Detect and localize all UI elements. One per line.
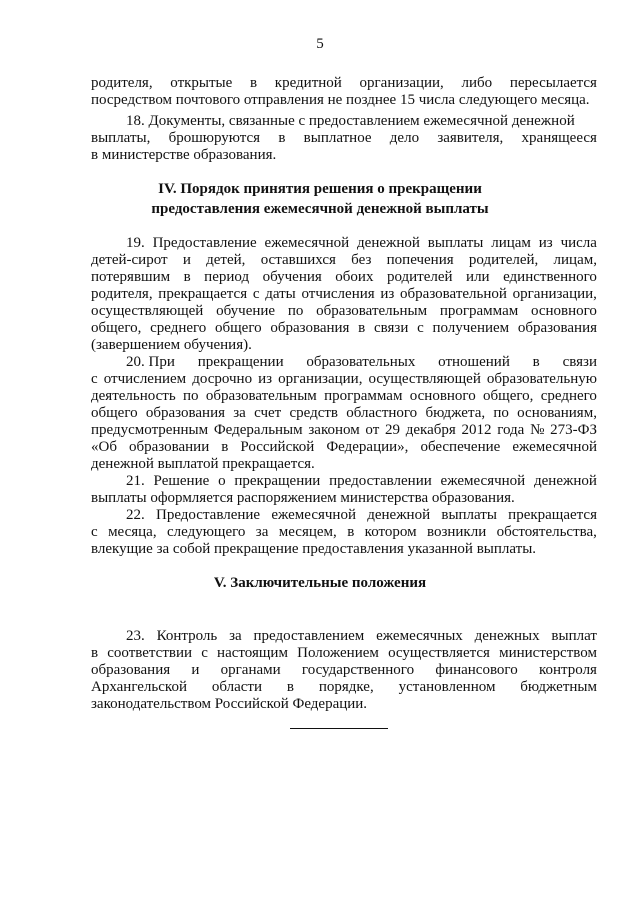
word: и [182, 252, 191, 268]
word: за [233, 405, 246, 421]
section-heading: предоставления ежемесячной денежной выплаты [151, 201, 489, 217]
word: месяцем, [278, 524, 337, 540]
word: выплат [551, 628, 597, 644]
word: отчисления [301, 286, 375, 302]
word: предоставлением [253, 628, 365, 644]
word: денежной [367, 507, 431, 523]
word: Российской [240, 439, 315, 455]
word: числа [560, 235, 597, 251]
word: денежных [474, 628, 540, 644]
word: оставшихся [260, 252, 336, 268]
word: лицам, [553, 252, 597, 268]
word: основного [409, 388, 476, 404]
word: детей, [206, 252, 246, 268]
word: 22. [126, 507, 145, 523]
word: соответствии [107, 645, 193, 661]
word: выплаты [427, 235, 484, 251]
word: прекращении [234, 473, 321, 489]
word: с [91, 371, 98, 387]
word: деятельность [91, 388, 176, 404]
word: Федеральным [213, 422, 303, 438]
word: государственного [301, 662, 415, 678]
word: осуществляющей [368, 371, 481, 387]
word: ежемесячной [264, 235, 350, 251]
word: ежемесячной [271, 507, 356, 523]
word: в [278, 130, 286, 146]
paragraph-line: законодательством Российской Федерации. [91, 696, 368, 712]
word: отношений [438, 354, 510, 370]
word: образования [145, 405, 225, 421]
word: обучения [262, 269, 322, 285]
word: с [201, 645, 208, 661]
word: образования [517, 320, 597, 336]
word: денежной [534, 473, 597, 489]
word: родителя, [91, 286, 153, 302]
word: лицам [491, 235, 531, 251]
word: период [204, 269, 250, 285]
word: из [538, 235, 553, 251]
word: Предоставление [155, 507, 261, 523]
word: с [252, 286, 260, 302]
word: 20. При [126, 354, 175, 370]
word: образования [270, 320, 350, 336]
word: «Об [91, 439, 117, 455]
paragraph-line: 18. Документы, связанные с предоставлением ежемесячной денежной [126, 113, 575, 129]
word: программам [439, 303, 519, 319]
word: установленном [398, 679, 496, 695]
word: 23. [126, 628, 145, 644]
word: даты [265, 286, 296, 302]
word: получением [432, 320, 510, 336]
word: в [347, 524, 355, 540]
word: по [183, 388, 199, 404]
word: года [497, 422, 525, 438]
word: 21. [126, 473, 145, 489]
word: Положением [297, 645, 379, 661]
word: брошюруются [168, 130, 261, 146]
word: декабря [405, 422, 456, 438]
word: обеспечение [420, 439, 501, 455]
word: за [255, 524, 269, 540]
section-heading: IV. Порядок принятия решения о прекращении [158, 181, 482, 197]
word: прекращается [158, 286, 248, 302]
word: общего [215, 320, 262, 336]
word: дело [389, 130, 420, 146]
word: ежемесячных [376, 628, 463, 644]
word: средств [289, 405, 339, 421]
word: настоящим [217, 645, 288, 661]
word: органами [220, 662, 281, 678]
word: по [493, 405, 509, 421]
word: организации, [278, 371, 363, 387]
word: осуществляющей [91, 303, 204, 319]
word: из [258, 371, 273, 387]
word: в [221, 439, 229, 455]
word: образовательным [316, 303, 428, 319]
word: за [229, 628, 242, 644]
word: в [358, 320, 366, 336]
word: 19. [126, 235, 145, 251]
word: из [380, 286, 395, 302]
word: выплаты, [91, 130, 151, 146]
word: или [466, 269, 490, 285]
word: отчислением [103, 371, 187, 387]
word: законом [308, 422, 360, 438]
word: выплатное [303, 130, 372, 146]
word: связи [562, 354, 597, 370]
word: образовании [128, 439, 210, 455]
word: 29 [385, 422, 400, 438]
paragraph-line: выплаты оформляется распоряжением министерства образования. [91, 490, 515, 506]
word: общего, [91, 320, 142, 336]
word: 273-ФЗ [550, 422, 597, 438]
word: по [287, 303, 304, 319]
word: Предоставление [152, 235, 257, 251]
word: обстоятельства, [496, 524, 597, 540]
word: областного [346, 405, 418, 421]
word: возникли [426, 524, 487, 540]
word: обучение [216, 303, 276, 319]
word: родителей, [468, 252, 539, 268]
paragraph-line: (завершением обучения). [91, 337, 252, 353]
word: ежемесячной [512, 439, 597, 455]
word: предусмотренным [91, 422, 209, 438]
word: 2012 [461, 422, 492, 438]
word: области [211, 679, 262, 695]
word: финансового [435, 662, 518, 678]
word: обоих [335, 269, 374, 285]
word: основного [530, 303, 597, 319]
word: и [191, 662, 200, 678]
word: порядке, [318, 679, 374, 695]
paragraph-line: в министерстве образования. [91, 147, 277, 163]
word: Федерации», [326, 439, 409, 455]
paragraph-line: влекущие за собой прекращение предоставления указанной выплаты. [91, 541, 537, 557]
word: без [351, 252, 372, 268]
word: бюджета, [425, 405, 486, 421]
word: Архангельской [91, 679, 187, 695]
word: ежемесячной [440, 473, 526, 489]
word: организации, [359, 75, 444, 91]
word: кредитной [274, 75, 342, 91]
paragraph-line: посредством почтового отправления не позднее 15 числа следующего месяца. [91, 92, 590, 108]
word: в [91, 645, 99, 661]
word: образовательной [400, 286, 507, 302]
word: заявителя, [437, 130, 504, 146]
word: контроля [538, 662, 597, 678]
word: родителей [386, 269, 453, 285]
word: единственного [503, 269, 597, 285]
word: с [417, 320, 424, 336]
word: организации, [512, 286, 597, 302]
word: в [532, 354, 540, 370]
word: № [530, 422, 545, 438]
word: выплаты [441, 507, 497, 523]
word: прекращается [508, 507, 597, 523]
word: следующего [166, 524, 246, 540]
word: среднего [150, 320, 207, 336]
word: министерством [499, 645, 597, 661]
paragraph-line: денежной выплатой прекращается. [91, 456, 315, 472]
word: общего [91, 405, 138, 421]
word: денежной [357, 235, 420, 251]
word: попечения [386, 252, 454, 268]
end-of-document-rule [290, 728, 388, 729]
word: основаниям, [517, 405, 597, 421]
word: либо [461, 75, 493, 91]
word: образовательным [205, 388, 317, 404]
word: прекращении [197, 354, 284, 370]
word: связи [373, 320, 409, 336]
word: общего, [483, 388, 534, 404]
word: потерявшим [91, 269, 171, 285]
page-number: 5 [316, 36, 324, 52]
word: в [250, 75, 258, 91]
word: детей-сирот [91, 252, 168, 268]
word: пересылается [509, 75, 597, 91]
word: хранящееся [521, 130, 597, 146]
word: счет [254, 405, 282, 421]
word: Решение [153, 473, 210, 489]
word: с [91, 524, 98, 540]
word: программам [324, 388, 403, 404]
word: Контроль [156, 628, 218, 644]
word: родителя, [91, 75, 153, 91]
word: в [286, 679, 294, 695]
section-heading: V. Заключительные положения [213, 575, 427, 591]
word: от [365, 422, 380, 438]
word: месяца, [108, 524, 157, 540]
word: бюджетным [520, 679, 597, 695]
word: в [183, 269, 191, 285]
word: образования [91, 662, 171, 678]
word: среднего [540, 388, 597, 404]
word: о [218, 473, 226, 489]
word: котором [364, 524, 417, 540]
word: предоставлении [329, 473, 432, 489]
word: образовательную [486, 371, 597, 387]
word: открытые [170, 75, 233, 91]
word: осуществляется [388, 645, 490, 661]
word: досрочно [192, 371, 253, 387]
word: образовательных [306, 354, 416, 370]
